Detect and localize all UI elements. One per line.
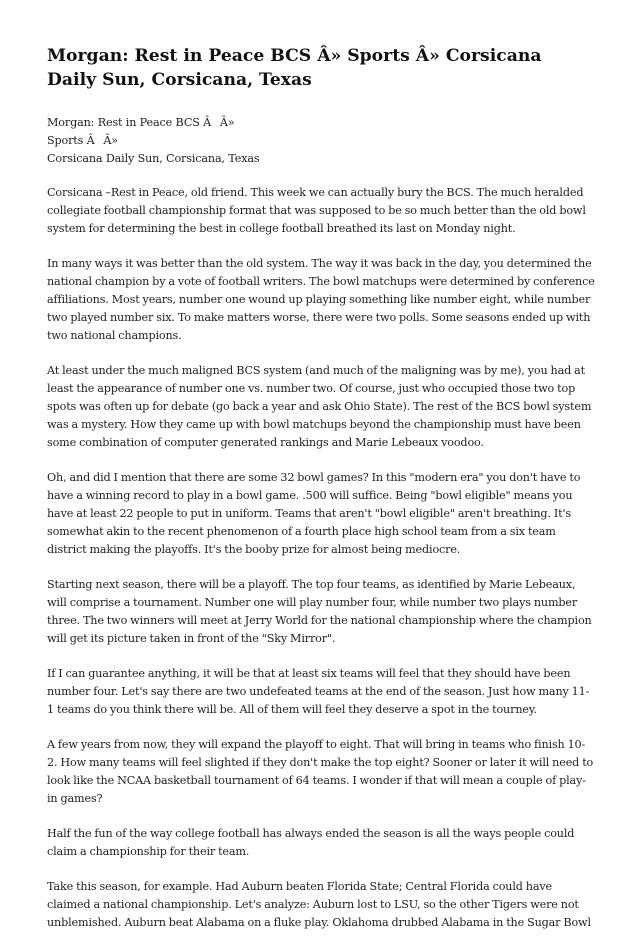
meta-section: Sports ÂÂ»	[47, 134, 119, 147]
document-page	[47, 44, 595, 949]
paragraph: A few years from now, they will expand the playoff to eight. That will bring in teams who finish 10-2. How many teams will feel slighted if they don't make the top eight? Sooner or later it will need to look like the NCAA basketball tournament of 64 teams. I wonder if that will mean a couple of play-in games?	[47, 738, 594, 805]
paragraph: Take this season, for example. Had Auburn beaten Florida State; Central Florida could have claimed a national championship. Let's analyze: Auburn lost to LSU, so the other Tigers were not unblemished. Auburn beat Alabama on a fluke play. Oklahoma drubbed Alabama in the Sugar Bowl	[47, 880, 591, 929]
article-body	[47, 184, 595, 932]
document-title: Morgan: Rest in Peace BCS Â» Sports Â» Corsicana Daily Sun, Corsicana, Texas	[47, 46, 542, 90]
article-meta	[47, 114, 595, 168]
paragraph: Starting next season, there will be a playoff. The top four teams, as identified by Marie Lebeaux, will comprise a tournament. Number one will play number four, while number two plays number three. The two winners will meet at Jerry World for the national championship where the champion will get its picture taken in front of the "Sky Mirror".	[47, 578, 592, 645]
paragraph: At least under the much maligned BCS system (and much of the maligning was by me), you had at least the appearance of number one vs. number two. Of course, just who occupied those two top spots was often up for debate (go back a year and ask Ohio State). The rest of the BCS bowl system was a mystery. How they came up with bowl matchups beyond the championship must have been some combination of computer generated rankings and Marie Lebeaux voodoo.	[47, 364, 592, 449]
meta-publication: Corsicana Daily Sun, Corsicana, Texas	[47, 152, 260, 165]
paragraph: Oh, and did I mention that there are some 32 bowl games? In this "modern era" you don't have to have a winning record to play in a bowl game. .500 will suffice. Being "bowl eligible" means you have at least 22 people to put in uniform. Teams that aren't "bowl eligible" aren't breathing. It's somewhat akin to the recent phenomenon of a fourth place high school team from a six team district making the playoffs. It's the booby prize for almost being mediocre.	[47, 471, 581, 556]
meta-headline: Morgan: Rest in Peace BCS ÂÂ»	[47, 116, 235, 129]
paragraph: Corsicana –Rest in Peace, old friend. This week we can actually bury the BCS. The much heralded collegiate football championship format that was supposed to be so much better than the old bowl system for determining the best in college football breathed its last on Monday night.	[47, 186, 586, 235]
paragraph: Half the fun of the way college football has always ended the season is all the ways people could claim a championship for their team.	[47, 827, 575, 858]
paragraph: In many ways it was better than the old system. The way it was back in the day, you determined the national champion by a vote of football writers. The bowl matchups were determined by conference affiliations. Most years, number one wound up playing something like number eight, while number two played number six. To make matters worse, there were two polls. Some seasons ended up with two national champions.	[47, 257, 595, 342]
paragraph: If I can guarantee anything, it will be that at least six teams will feel that they should have been number four. Let's say there are two undefeated teams at the end of the season. Just how many 11-1 teams do you think there will be. All of them will feel they deserve a spot in the tourney.	[47, 667, 590, 716]
